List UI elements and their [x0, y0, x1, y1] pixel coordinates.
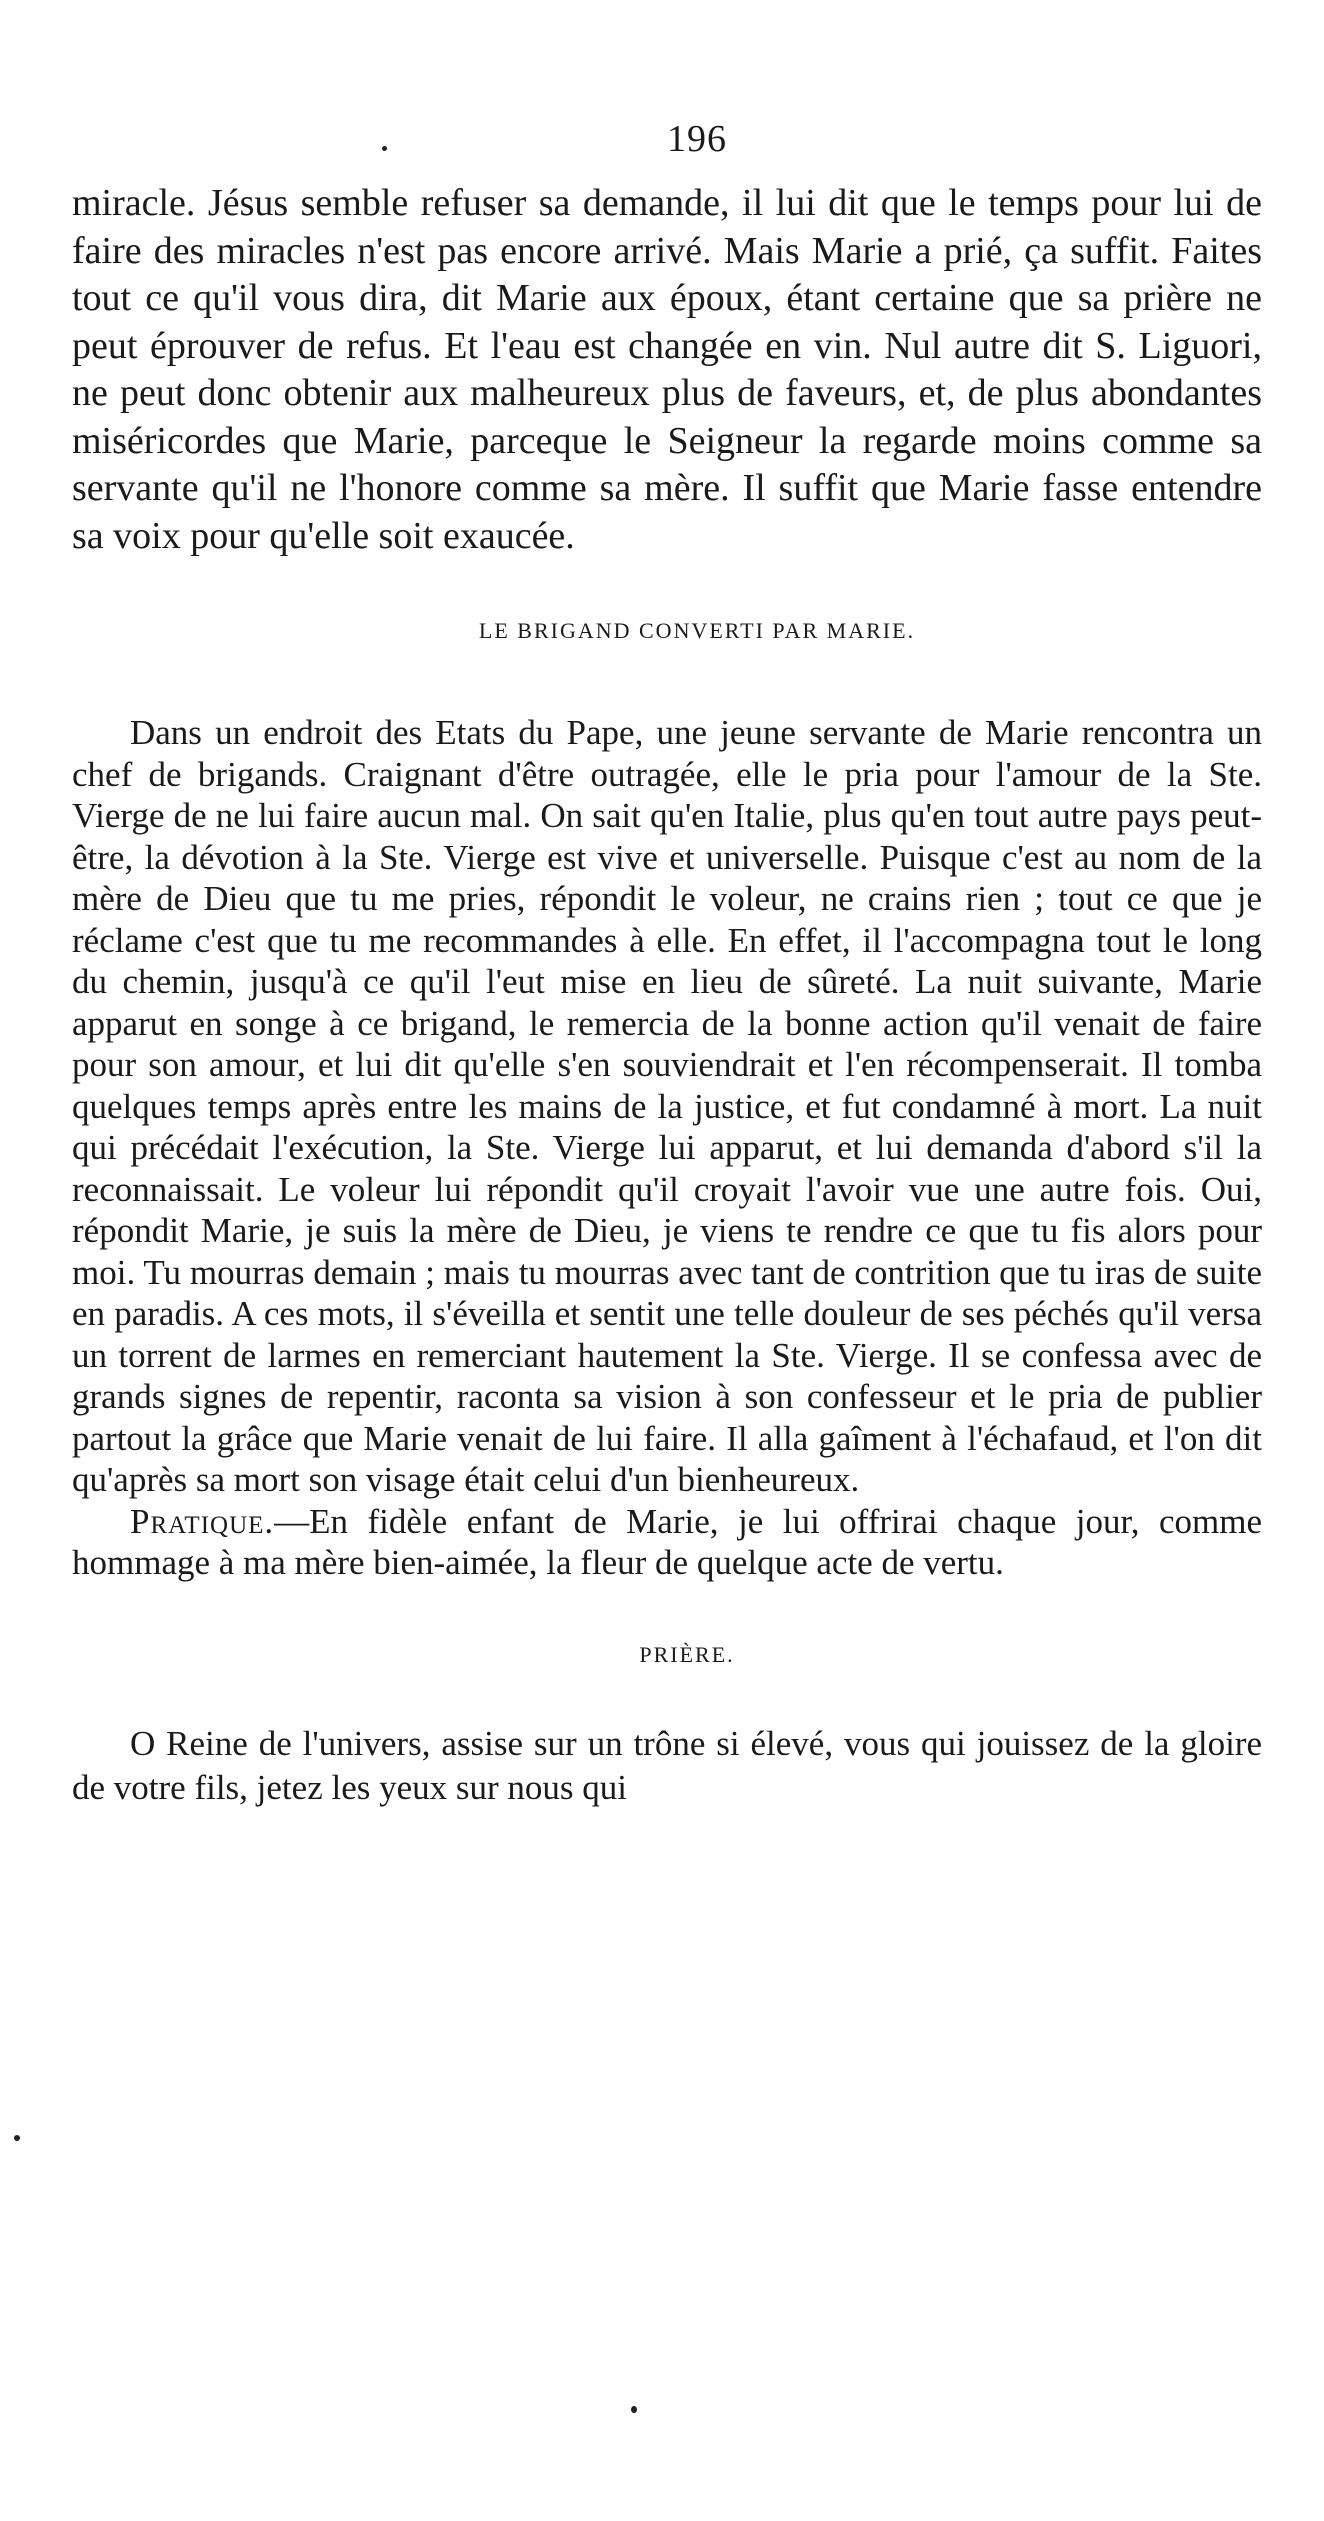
pratique-label: Pratique. [130, 1501, 275, 1541]
prayer-title: PRIÈRE. [639, 1641, 735, 1667]
pratique-text: —En fidèle enfant de Marie, je lui offrirai chaque jour, comme hommage à ma mère bien-aimée, la fleur de quelque acte de vertu. [72, 1501, 1262, 1582]
opening-paragraph: miracle. Jésus semble refuser sa demande, il lui dit que le temps pour lui de faire des miracles n'est pas encore arrivé. Mais Marie a prié, ça suffit. Faites tout ce qu'il vous dira, dit Marie aux époux, étant certaine que sa prière ne peut éprouver de refus. Et l'eau est changée en vin. Nul autre dit S. Liguori, ne peut donc obtenir aux malheureux plus de faveurs, et, de plus abondantes miséricordes que Marie, parceque le Seigneur la regarde moins comme sa servante qu'il ne l'honore comme sa mère. Il suffit que Marie fasse entendre sa voix pour qu'elle soit exaucée. [72, 182, 1262, 557]
page-number: 196 [667, 118, 727, 160]
pratique-paragraph [72, 1501, 1262, 1584]
story-paragraph: Dans un endroit des Etats du Pape, une jeune servante de Marie rencontra un chef de brigands. Craignant d'être outragée, elle le pria pour l'amour de la Ste. Vierge de ne lui faire aucun mal. On sait qu'en Italie, plus qu'en tout autre pays peut-être, la dévotion à la Ste. Vierge est vive et universelle. Puisque c'est au nom de la mère de Dieu que tu me pries, répondit le voleur, ne crains rien ; tout ce que je réclame c'est que tu me recommandes à elle. En effet, il l'accompagna tout le long du chemin, jusqu'à ce qu'il l'eut mise en lieu de sûreté. La nuit suivante, Marie apparut en songe à ce brigand, le remercia de la bonne action qu'il venait de faire pour son amour, et lui dit qu'elle s'en souviendrait et l'en récompenserait. Il tomba quelques temps après entre les mains de la justice, et fut condamné à mort. La nuit qui précédait l'exécution, la Ste. Vierge lui apparut, et lui demanda d'abord s'il la reconnaissait. Le voleur lui répondit qu'il croyait l'avoir vue une autre fois. Oui, répondit Marie, je suis la mère de Dieu, je viens te rendre ce que tu fis alors pour moi. Tu mourras demain ; mais tu mourras avec tant de contrition que tu iras de suite en paradis. A ces mots, il s'éveilla et sentit une telle douleur de ses péchés qu'il versa un torrent de larmes en remerciant hautement la Ste. Vierge. Il se confessa avec de grands signes de repentir, raconta sa vision à son confesseur et le pria de publier partout la grâce que Marie venait de lui faire. Il alla gaîment à l'échafaud, et l'on dit qu'après sa mort son visage était celui d'un bienheureux. [72, 713, 1262, 1499]
book-page [72, 120, 1262, 1810]
section-title: LE BRIGAND CONVERTI PAR MARIE. [478, 618, 916, 643]
page-speck [382, 146, 387, 151]
page-speck [14, 2135, 20, 2141]
page-speck [631, 2406, 637, 2413]
prayer-paragraph: O Reine de l'univers, assise sur un trône si élevé, vous qui jouissez de la gloire de votre fils, jetez les yeux sur nous qui [72, 1723, 1262, 1807]
